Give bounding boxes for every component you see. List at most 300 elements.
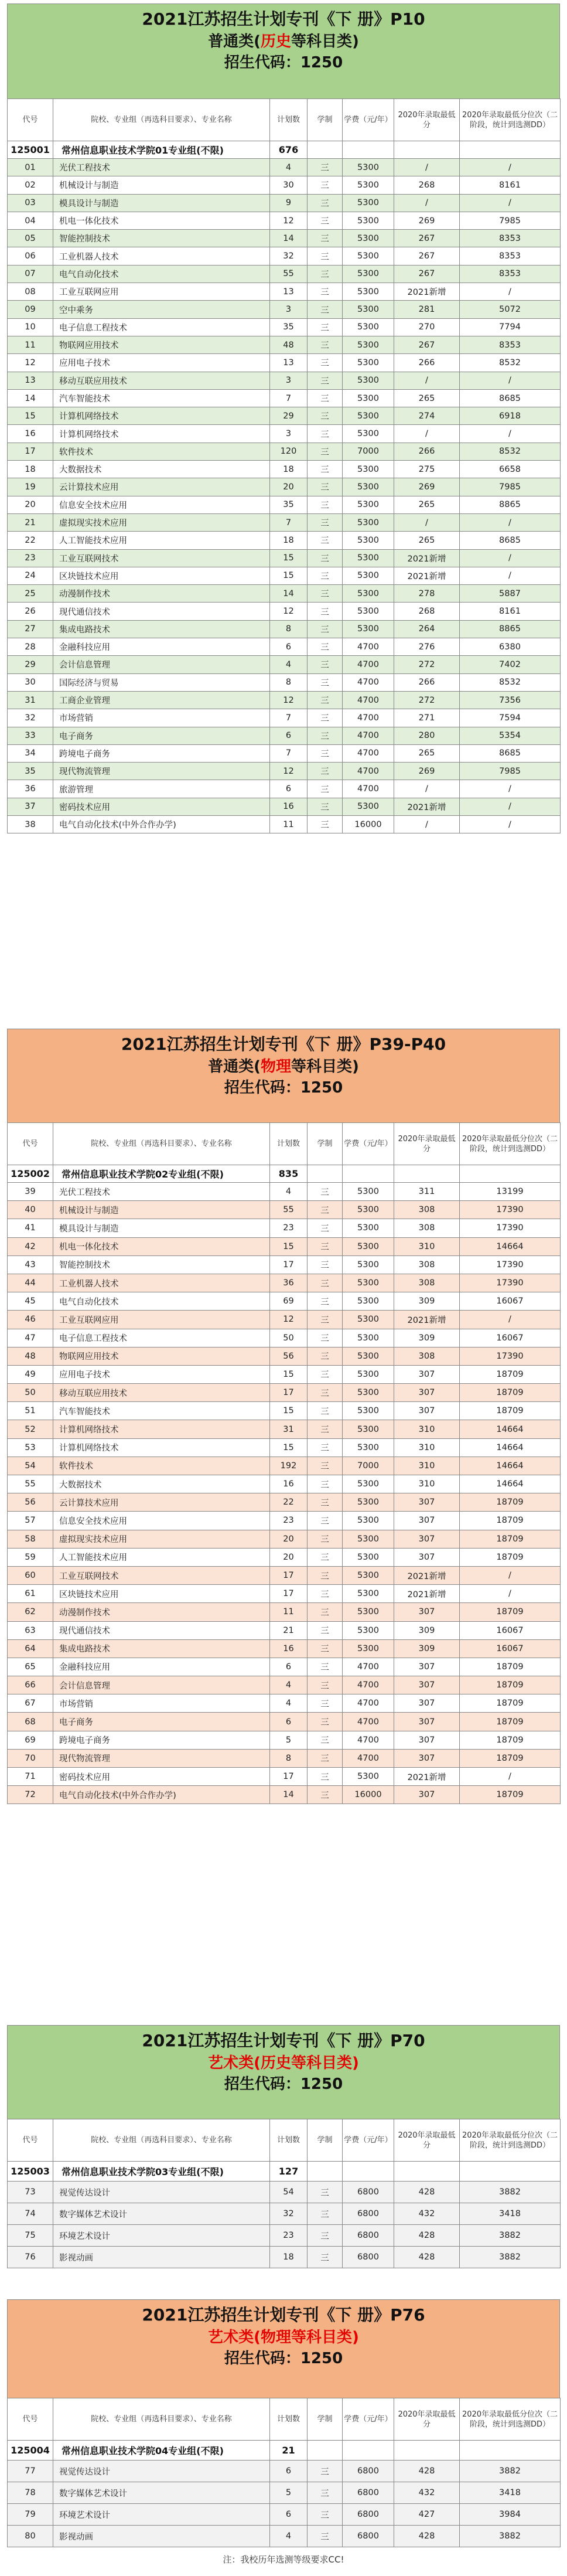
table-row (8, 2203, 561, 2225)
table-row (8, 1731, 561, 1749)
table-cell: 三 (308, 2461, 343, 2482)
table-cell: 71 (8, 1768, 53, 1786)
table-cell: 18709 (460, 1365, 561, 1383)
table-cell: 54 (270, 2182, 308, 2203)
table-row (8, 1201, 561, 1219)
table-cell: 三 (308, 1566, 343, 1584)
table-cell: 48 (8, 1347, 53, 1365)
table-cell: 32 (270, 247, 308, 265)
table-cell: 模具设计与制造 (53, 194, 270, 212)
table-cell: 18709 (460, 1749, 561, 1767)
table-cell: 5300 (343, 1201, 394, 1219)
table-cell: 70 (8, 1749, 53, 1767)
table-cell: 三 (308, 478, 343, 496)
table-cell: 视觉传达设计 (53, 2182, 270, 2203)
table-cell: 5300 (343, 1292, 394, 1311)
table-cell: 5300 (343, 798, 394, 815)
table-cell: 55 (8, 1475, 53, 1493)
table-cell: 18709 (460, 1493, 561, 1512)
table-cell: 50 (8, 1384, 53, 1402)
table-cell: 7985 (460, 763, 561, 780)
table-cell: 市场营销 (53, 709, 270, 727)
table-cell: 14664 (460, 1457, 561, 1475)
table-cell: 市场营销 (53, 1694, 270, 1713)
section-physics (7, 1029, 560, 1804)
table-row (8, 372, 561, 389)
table-cell: 5300 (343, 318, 394, 336)
admission-code: 招生代码：1250 (224, 2075, 343, 2093)
table-cell: 5 (270, 1731, 308, 1749)
table-row (8, 620, 561, 638)
table-cell: 5300 (343, 265, 394, 283)
table-cell: 271 (394, 709, 460, 727)
table-cell: 数字媒体艺术设计 (53, 2482, 270, 2504)
column-header: 计划数 (270, 99, 308, 141)
table-row (8, 1530, 561, 1548)
table-cell: 265 (394, 744, 460, 762)
table-cell: 5300 (343, 1603, 394, 1621)
table-cell: 三 (308, 673, 343, 691)
table-cell: 14 (8, 389, 53, 407)
table-cell: 4700 (343, 744, 394, 762)
table-cell: 5300 (343, 620, 394, 638)
table-row (8, 194, 561, 212)
table-cell: 集成电路技术 (53, 620, 270, 638)
admission-code: 招生代码：1250 (224, 54, 343, 72)
table-cell: 三 (308, 496, 343, 513)
table-cell: 30 (8, 673, 53, 691)
table-cell: 5300 (343, 1639, 394, 1658)
group-empty-cell (308, 2441, 343, 2461)
table-cell: 4700 (343, 1694, 394, 1713)
plan-table (7, 2119, 561, 2268)
table-cell: 2021新增 (394, 1585, 460, 1603)
table-cell: 18709 (460, 1548, 561, 1566)
table-cell: 15 (270, 549, 308, 567)
table-row (8, 1457, 561, 1475)
table-cell: 16 (270, 1475, 308, 1493)
table-cell: 4 (270, 2526, 308, 2547)
table-cell: 信息安全技术应用 (53, 496, 270, 513)
table-cell: 4 (270, 1183, 308, 1201)
section-header (7, 4, 560, 98)
section-title: 2021江苏招生计划专刊《下 册》P70 (142, 2031, 425, 2050)
table-cell: 45 (8, 1292, 53, 1311)
table-cell: 5300 (343, 513, 394, 531)
table-cell: 12 (8, 354, 53, 372)
table-row (8, 159, 561, 176)
table-cell: 18709 (460, 1786, 561, 1804)
table-cell: 5300 (343, 1402, 394, 1420)
table-cell: 三 (308, 1457, 343, 1475)
table-cell: 机电一体化技术 (53, 1237, 270, 1255)
table-cell: 5300 (343, 1365, 394, 1383)
table-cell: 13199 (460, 1183, 561, 1201)
table-cell: 光伏工程技术 (53, 1183, 270, 1201)
table-cell: 16 (8, 425, 53, 443)
table-cell: 69 (8, 1731, 53, 1749)
table-cell: 物联网应用技术 (53, 336, 270, 353)
table-cell: 区块链技术应用 (53, 567, 270, 584)
table-cell: 18709 (460, 1694, 561, 1713)
table-cell: 三 (308, 513, 343, 531)
table-cell: 17390 (460, 1347, 561, 1365)
table-cell: 2021新增 (394, 1311, 460, 1329)
table-cell: 5300 (343, 372, 394, 389)
table-cell: 309 (394, 1639, 460, 1658)
table-row (8, 727, 561, 744)
table-cell: 49 (8, 1365, 53, 1383)
table-cell: 动漫制作技术 (53, 585, 270, 603)
table-cell: 39 (8, 1183, 53, 1201)
table-cell: 05 (8, 230, 53, 247)
table-cell: 三 (308, 1347, 343, 1365)
table-cell: 266 (394, 673, 460, 691)
table-cell: 15 (270, 1438, 308, 1457)
table-cell: 307 (394, 1530, 460, 1548)
column-header: 学费（元/年） (343, 2119, 394, 2162)
table-cell: 三 (308, 159, 343, 176)
table-cell: 三 (308, 389, 343, 407)
table-cell: 6 (270, 638, 308, 656)
section-art-physics (7, 2299, 560, 2547)
table-cell: 269 (394, 478, 460, 496)
table-cell: 68 (8, 1713, 53, 1731)
table-cell: 18 (270, 532, 308, 549)
table-row (8, 443, 561, 460)
table-cell: 13 (8, 372, 53, 389)
table-cell: 6800 (343, 2461, 394, 2482)
group-empty-cell (308, 2162, 343, 2182)
table-cell: 58 (8, 1530, 53, 1548)
table-cell: 14664 (460, 1420, 561, 1438)
table-cell: 7 (270, 513, 308, 531)
table-header-row (8, 2398, 561, 2441)
table-cell: / (460, 549, 561, 567)
table-cell: 307 (394, 1548, 460, 1566)
table-cell: 4700 (343, 656, 394, 673)
table-cell: 三 (308, 461, 343, 478)
column-header: 院校、专业组（再选科目要求）、专业名称 (53, 99, 270, 141)
table-cell: 三 (308, 603, 343, 620)
column-header: 学制 (308, 2398, 343, 2441)
table-cell: 工商企业管理 (53, 691, 270, 709)
column-header: 学制 (308, 1123, 343, 1165)
table-cell: 2021新增 (394, 1768, 460, 1786)
table-cell: 59 (8, 1548, 53, 1566)
table-cell: 三 (308, 585, 343, 603)
table-cell: 7 (270, 389, 308, 407)
table-cell: 8685 (460, 532, 561, 549)
column-header: 代号 (8, 2398, 53, 2441)
table-cell: 6 (270, 780, 308, 798)
column-header: 学制 (308, 2119, 343, 2162)
table-cell: 307 (394, 1713, 460, 1731)
table-cell: 12 (270, 691, 308, 709)
group-empty-cell (460, 141, 561, 159)
table-cell: 5300 (343, 1420, 394, 1438)
table-cell: 电子商务 (53, 1713, 270, 1731)
table-cell: 5072 (460, 301, 561, 318)
group-name: 常州信息职业技术学院01专业组(不限) (53, 141, 270, 159)
table-cell: 三 (308, 1384, 343, 1402)
table-cell: 308 (394, 1274, 460, 1292)
table-cell: 5300 (343, 1512, 394, 1530)
table-row (8, 1749, 561, 1767)
table-row (8, 603, 561, 620)
table-cell: 工业互联网技术 (53, 549, 270, 567)
table-row (8, 638, 561, 656)
table-cell: 281 (394, 301, 460, 318)
table-cell: 272 (394, 691, 460, 709)
column-header: 2020年录取最低分 (394, 2398, 460, 2441)
table-cell: 三 (308, 425, 343, 443)
table-cell: 309 (394, 1621, 460, 1639)
table-cell: 三 (308, 1329, 343, 1347)
table-cell: 310 (394, 1237, 460, 1255)
table-row (8, 549, 561, 567)
table-cell: 35 (8, 763, 53, 780)
table-cell: 14 (270, 585, 308, 603)
table-cell: / (394, 513, 460, 531)
table-cell: 307 (394, 1402, 460, 1420)
table-cell: 36 (270, 1274, 308, 1292)
table-cell: 4 (270, 656, 308, 673)
table-cell: 20 (8, 496, 53, 513)
table-cell: 云计算技术应用 (53, 478, 270, 496)
table-cell: 20 (270, 1530, 308, 1548)
table-cell: / (460, 567, 561, 584)
group-row (8, 141, 561, 159)
table-cell: 6 (270, 1658, 308, 1676)
table-cell: 电子信息工程技术 (53, 318, 270, 336)
group-empty-cell (308, 1165, 343, 1183)
table-cell: 4700 (343, 1731, 394, 1749)
table-cell: 63 (8, 1621, 53, 1639)
table-cell: 34 (8, 744, 53, 762)
table-row (8, 567, 561, 584)
table-row (8, 1658, 561, 1676)
table-cell: 06 (8, 247, 53, 265)
group-plan: 21 (270, 2441, 308, 2461)
table-cell: 308 (394, 1347, 460, 1365)
table-cell: 应用电子技术 (53, 1365, 270, 1383)
table-cell: 三 (308, 2526, 343, 2547)
table-cell: / (394, 815, 460, 833)
table-cell: 4700 (343, 780, 394, 798)
table-cell: 19 (8, 478, 53, 496)
table-cell: 6800 (343, 2225, 394, 2247)
table-cell: 6800 (343, 2182, 394, 2203)
table-cell: 电气自动化技术 (53, 1292, 270, 1311)
table-cell: 265 (394, 496, 460, 513)
table-cell: 电子商务 (53, 727, 270, 744)
table-cell: 三 (308, 1219, 343, 1237)
table-row (8, 1585, 561, 1603)
table-cell: 432 (394, 2203, 460, 2225)
section-art-history (7, 2025, 560, 2268)
table-row (8, 1713, 561, 1731)
table-cell: 311 (394, 1183, 460, 1201)
table-cell: 80 (8, 2526, 53, 2547)
table-cell: 3418 (460, 2203, 561, 2225)
table-cell: 三 (308, 354, 343, 372)
section-title: 2021江苏招生计划专刊《下 册》P39-P40 (121, 1035, 446, 1054)
group-empty-cell (394, 2441, 460, 2461)
table-cell: 307 (394, 1512, 460, 1530)
table-cell: 现代通信技术 (53, 603, 270, 620)
table-cell: 48 (270, 336, 308, 353)
table-cell: 17 (8, 443, 53, 460)
table-row (8, 2526, 561, 2547)
table-cell: / (460, 1566, 561, 1584)
column-header: 学费（元/年） (343, 99, 394, 141)
table-cell: 三 (308, 2203, 343, 2225)
table-cell: 5300 (343, 1329, 394, 1347)
table-row (8, 1639, 561, 1658)
table-cell: 5300 (343, 1530, 394, 1548)
table-cell: 4 (270, 1676, 308, 1694)
table-row (8, 496, 561, 513)
table-cell: 三 (308, 1438, 343, 1457)
table-cell: 影视动画 (53, 2247, 270, 2268)
table-cell: 264 (394, 620, 460, 638)
table-cell: 35 (270, 496, 308, 513)
section-subtitle: 普通类(物理等科目类) (208, 1058, 359, 1076)
table-cell: 5300 (343, 567, 394, 584)
table-cell: 272 (394, 656, 460, 673)
column-header: 2020年录取最低分位次（二阶段，统计到选测DD） (460, 2398, 561, 2441)
table-cell: 77 (8, 2461, 53, 2482)
table-row (8, 1420, 561, 1438)
table-cell: 跨境电子商务 (53, 1731, 270, 1749)
group-empty-cell (394, 141, 460, 159)
table-row (8, 212, 561, 229)
table-cell: 3882 (460, 2182, 561, 2203)
group-empty-cell (460, 2441, 561, 2461)
table-cell: 18709 (460, 1731, 561, 1749)
table-cell: 120 (270, 443, 308, 460)
table-row (8, 2461, 561, 2482)
column-header: 计划数 (270, 2398, 308, 2441)
table-cell: 5300 (343, 247, 394, 265)
table-cell: 5300 (343, 212, 394, 229)
table-cell: 机械设计与制造 (53, 176, 270, 194)
table-cell: 5300 (343, 1768, 394, 1786)
table-cell: 18709 (460, 1384, 561, 1402)
table-cell: 17390 (460, 1201, 561, 1219)
table-cell: 12 (270, 763, 308, 780)
column-header: 院校、专业组（再选科目要求）、专业名称 (53, 2119, 270, 2162)
admission-code: 招生代码：1250 (224, 1079, 343, 1097)
footer-note: 注：我校历年选测等级要求CC! (223, 2554, 344, 2565)
table-cell: 17390 (460, 1274, 561, 1292)
group-plan: 127 (270, 2162, 308, 2182)
table-cell: 5300 (343, 176, 394, 194)
table-cell: 27 (8, 620, 53, 638)
table-cell: 01 (8, 159, 53, 176)
table-cell: 机电一体化技术 (53, 212, 270, 229)
table-cell: 40 (8, 1201, 53, 1219)
table-cell: 269 (394, 763, 460, 780)
table-cell: 15 (270, 1402, 308, 1420)
table-cell: 5300 (343, 1183, 394, 1201)
table-cell: 428 (394, 2247, 460, 2268)
table-cell: 17390 (460, 1255, 561, 1274)
table-cell: 18709 (460, 1530, 561, 1548)
column-header: 学费（元/年） (343, 2398, 394, 2441)
table-cell: 57 (8, 1512, 53, 1530)
table-cell: / (460, 425, 561, 443)
table-cell: 三 (308, 1639, 343, 1658)
table-cell: 74 (8, 2203, 53, 2225)
table-cell: 274 (394, 407, 460, 425)
table-row (8, 247, 561, 265)
table-cell: 5 (270, 2482, 308, 2504)
table-cell: 三 (308, 318, 343, 336)
table-cell: 428 (394, 2225, 460, 2247)
table-cell: 6800 (343, 2504, 394, 2526)
table-cell: 5300 (343, 1384, 394, 1402)
table-cell: 8353 (460, 230, 561, 247)
table-cell: 5300 (343, 301, 394, 318)
table-row (8, 230, 561, 247)
table-cell: 16000 (343, 1786, 394, 1804)
section-title: 2021江苏招生计划专刊《下 册》P76 (142, 2305, 425, 2325)
table-cell: 278 (394, 585, 460, 603)
table-cell: 3 (270, 425, 308, 443)
table-cell: 2021新增 (394, 798, 460, 815)
table-cell: 移动互联应用技术 (53, 372, 270, 389)
table-cell: 432 (394, 2482, 460, 2504)
table-cell: 会计信息管理 (53, 1676, 270, 1694)
table-cell: 4700 (343, 1676, 394, 1694)
table-cell: 307 (394, 1786, 460, 1804)
plan-table (7, 1122, 561, 1804)
table-cell: 268 (394, 603, 460, 620)
table-row (8, 815, 561, 833)
table-cell: 电气自动化技术(中外合作办学) (53, 1786, 270, 1804)
group-empty-cell (343, 1165, 394, 1183)
table-row (8, 1768, 561, 1786)
section-header (7, 2025, 560, 2119)
table-header-row (8, 1123, 561, 1165)
table-cell: 5300 (343, 478, 394, 496)
table-cell: 308 (394, 1255, 460, 1274)
column-header: 代号 (8, 1123, 53, 1165)
table-cell: 17 (270, 1566, 308, 1584)
table-cell: 33 (8, 727, 53, 744)
table-row (8, 585, 561, 603)
table-cell: 三 (308, 1311, 343, 1329)
table-cell: 3984 (460, 2504, 561, 2526)
table-cell: 18709 (460, 1512, 561, 1530)
column-header: 院校、专业组（再选科目要求）、专业名称 (53, 1123, 270, 1165)
table-cell: 35 (270, 318, 308, 336)
table-cell: 52 (8, 1420, 53, 1438)
table-row (8, 763, 561, 780)
table-cell: 275 (394, 461, 460, 478)
table-row (8, 798, 561, 815)
table-cell: 电气自动化技术(中外合作办学) (53, 815, 270, 833)
table-row (8, 1347, 561, 1365)
table-row (8, 354, 561, 372)
table-cell: 现代物流管理 (53, 763, 270, 780)
table-cell: 8532 (460, 354, 561, 372)
group-plan: 676 (270, 141, 308, 159)
table-cell: 32 (8, 709, 53, 727)
table-cell: 应用电子技术 (53, 354, 270, 372)
